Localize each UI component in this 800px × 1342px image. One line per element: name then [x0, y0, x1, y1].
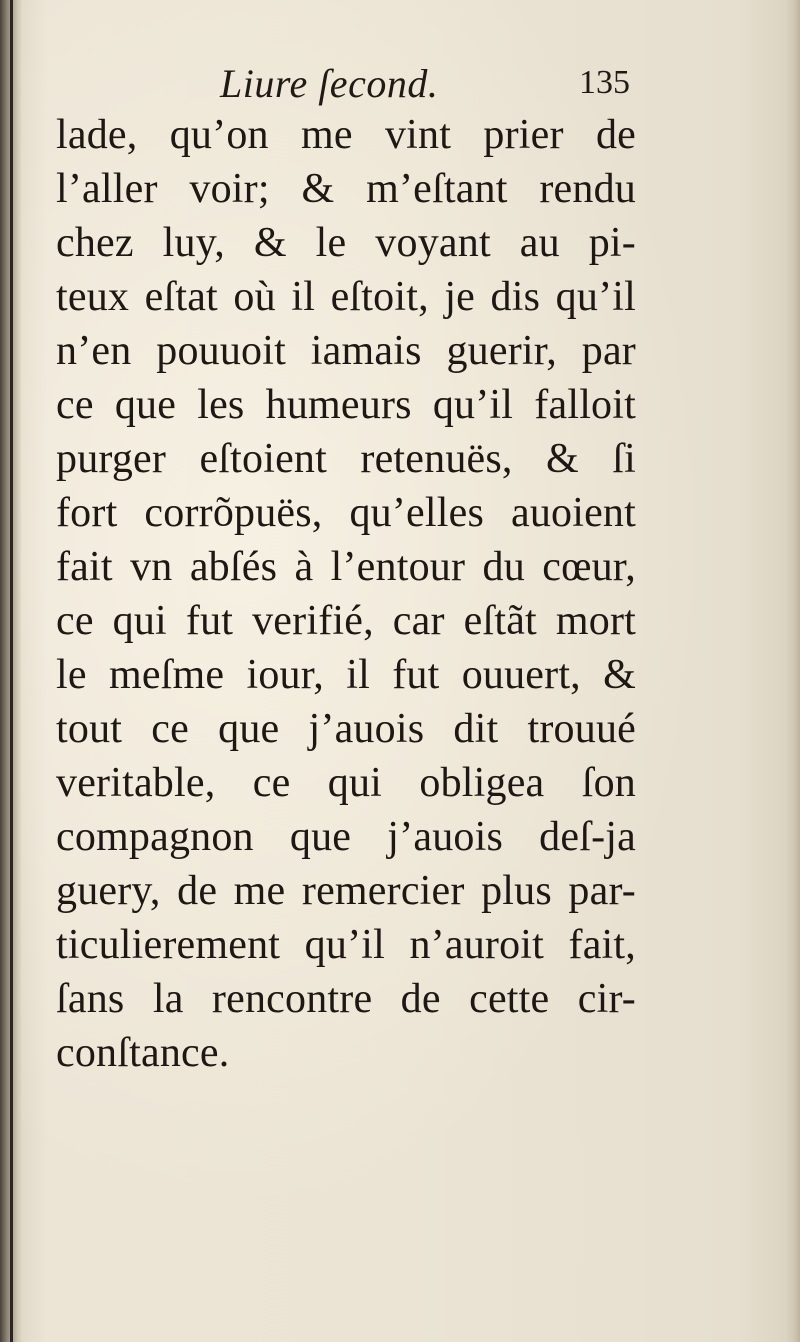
text-line: n’en pouuoit iamais guerir, par	[56, 328, 636, 374]
text-line: ticulierement qu’il n’auroit fait,	[56, 922, 636, 968]
text-line: tout ce que j’auois dit trouué	[56, 706, 636, 752]
text-line: fort corrõpuës, qu’elles auoient	[56, 490, 636, 536]
running-title: Liure ſecond.	[220, 61, 439, 106]
text-line: compagnon que j’auois deſ-ja	[56, 814, 636, 860]
text-line: ce qui fut verifié, car eſtãt mort	[56, 598, 636, 644]
text-line: conſtance.	[56, 1030, 230, 1076]
page-edge	[786, 0, 800, 1342]
binding-edge	[10, 0, 13, 1342]
text-line: l’aller voir; & m’eſtant rendu	[56, 166, 636, 212]
text-line: le meſme iour, il fut ouuert, &	[56, 652, 636, 698]
text-line: ce que les humeurs qu’il falloit	[56, 382, 636, 428]
text-line: fait vn abſés à l’entour du cœur,	[56, 544, 636, 590]
body-text-block	[56, 108, 636, 1080]
text-line: purger eſtoient retenuës, & ſi	[56, 436, 636, 482]
text-line: guery, de me remercier plus par-	[56, 868, 636, 914]
running-header	[60, 60, 630, 104]
text-line: lade, qu’on me vint prier de	[56, 112, 636, 158]
text-line: veritable, ce qui obligea ſon	[56, 760, 636, 806]
text-line: teux eſtat où il eſtoit, je dis qu’il	[56, 274, 636, 320]
page-number: 135	[579, 64, 630, 101]
text-line: ſans la rencontre de cette cir-	[56, 976, 636, 1022]
text-line: chez luy, & le voyant au pi-	[56, 220, 636, 266]
